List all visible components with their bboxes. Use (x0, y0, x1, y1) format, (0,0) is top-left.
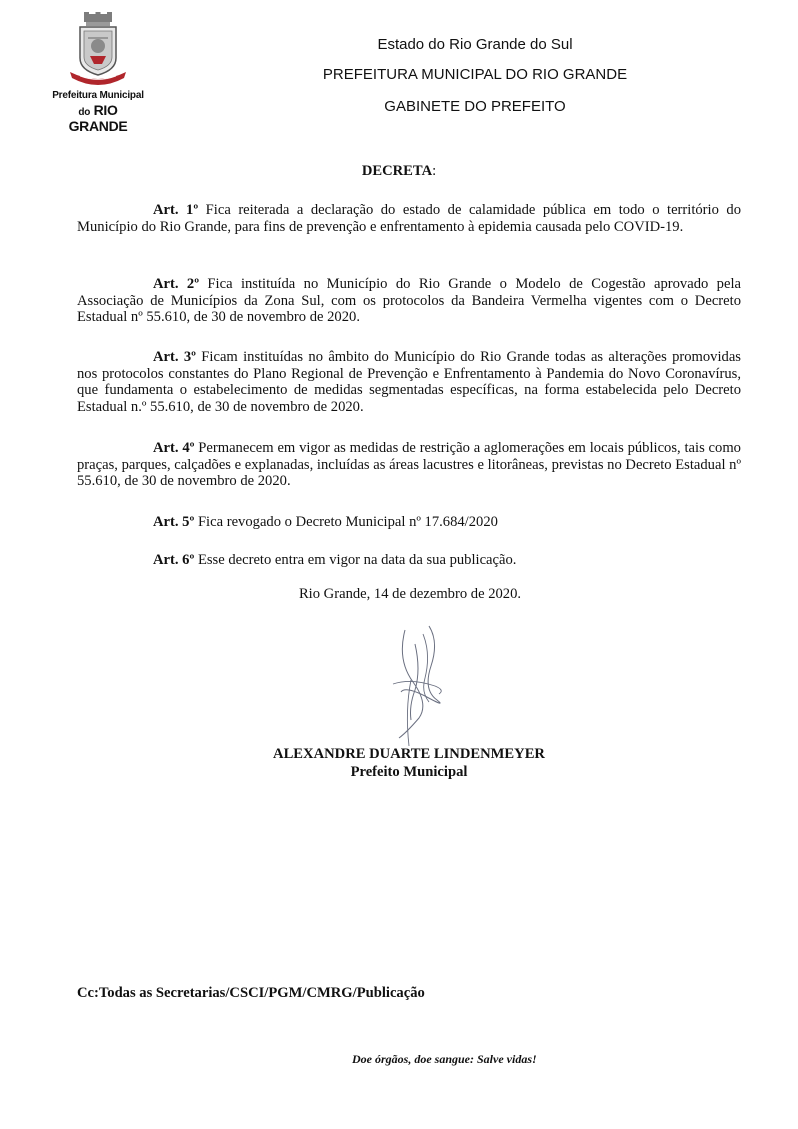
article-5 (77, 514, 741, 531)
decree-date: Rio Grande, 14 de dezembro de 2020. (298, 586, 522, 602)
article-6-text: Esse decreto entra em vigor na data da sua publicação. (194, 552, 517, 568)
article-4-label: Art. 4º (153, 440, 195, 456)
decree-title-word: DECRETA (361, 163, 433, 179)
header-gabinete: GABINETE DO PREFEITO (384, 98, 566, 115)
article-5-label: Art. 5º (153, 514, 195, 530)
article-2-text: Fica instituída no Município do Rio Grande o Modelo de Cogestão aprovado pela Associação de Municípios da Zona Sul, com os protocolos da Bandeira Vermelha vigentes com o Decreto Estadual nº 55.610, de 30 de novembro de 2020. (77, 276, 741, 325)
decree-title (0, 163, 798, 180)
article-1 (77, 202, 741, 235)
article-2-label: Art. 2º (153, 276, 200, 292)
logo-line2-prefix: do (78, 107, 91, 118)
header-state: Estado do Rio Grande do Sul (377, 36, 573, 53)
article-3-label: Art. 3º (153, 349, 196, 365)
carbon-copy-line: Cc:Todas as Secretarias/CSCI/PGM/CMRG/Publicação (77, 985, 425, 1001)
logo-line2-main: RIO GRANDE (68, 102, 128, 134)
article-4 (77, 440, 741, 490)
article-5-text: Fica revogado o Decreto Municipal nº 17.684/2020 (194, 514, 498, 530)
municipal-logo (48, 12, 148, 134)
signer-role: Prefeito Municipal (350, 764, 468, 780)
signer-name: ALEXANDRE DUARTE LINDENMEYER (273, 746, 545, 762)
handwritten-signature (385, 620, 465, 750)
coat-of-arms-icon (66, 12, 130, 90)
decree-title-punct: : (432, 163, 437, 179)
header-prefeitura: PREFEITURA MUNICIPAL DO RIO GRANDE (322, 66, 628, 83)
article-1-text: Fica reiterada a declaração do estado de calamidade pública em todo o território do Município do Rio Grande, para fins de prevenção e enfrentamento à epidemia causada pelo COVID-19. (77, 202, 741, 235)
article-4-text: Permanecem em vigor as medidas de restrição a aglomerações em locais públicos, tais como praças, parques, calçadões e explanadas, incluídas as áreas lacustres e litorâneas, previstas no Decreto Estadual nº 55.610, de 30 de novembro de 2020. (77, 440, 741, 489)
article-6-label: Art. 6º (153, 552, 195, 568)
article-3-text: Ficam instituídas no âmbito do Município do Rio Grande todas as alterações promovidas nos protocolos constantes do Plano Regional de Prevenção e Enfrentamento à Pandemia do Novo Coronavírus, que fundamenta o estabelecimento de medidas segmentadas específicas, na forma estabelecida pelo Decreto Estadual n.º 55.610, de 30 de novembro de 2020. (77, 349, 741, 415)
article-3 (77, 349, 741, 415)
article-2 (77, 276, 741, 326)
footer-slogan: Doe órgãos, doe sangue: Salve vidas! (352, 1052, 537, 1066)
logo-line-rio-grande (48, 102, 148, 134)
article-1-label: Art. 1º (153, 202, 199, 218)
article-6 (77, 552, 741, 569)
logo-line-prefeitura: Prefeitura Municipal (52, 90, 144, 101)
